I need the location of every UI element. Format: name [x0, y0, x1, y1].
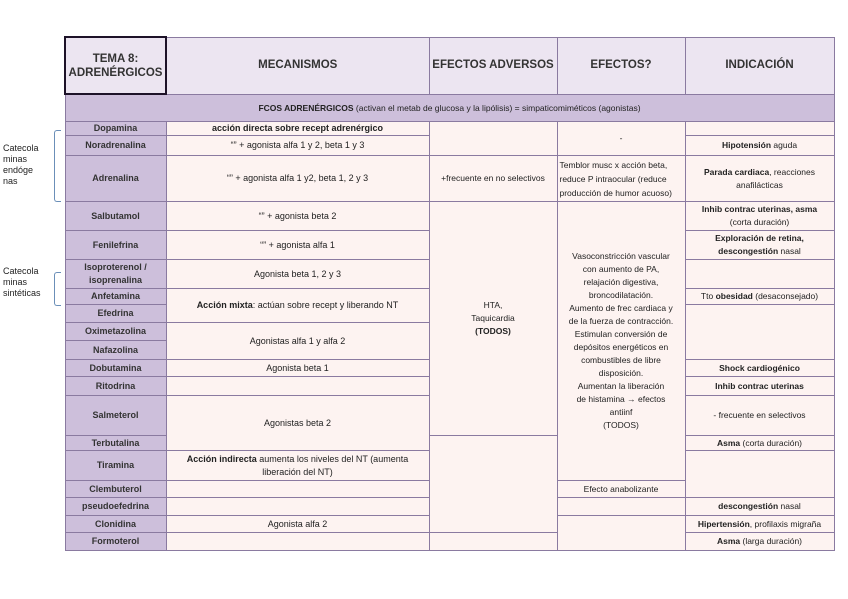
indicacion-rest: , reacciones anafilácticas	[736, 166, 816, 190]
drug-cell: Formoterol	[65, 533, 166, 551]
band-rest: (activan el metab de glucosa y la lipólisis) = simpaticomiméticos (agonistas)	[353, 102, 641, 113]
indicacion-rest: aguda	[771, 140, 798, 150]
indicacion-bold: Parada cardiaca	[703, 166, 770, 177]
efecto-line: Temblor musc x acción beta,	[559, 159, 668, 170]
efecto-line: antiinf	[609, 407, 633, 417]
drug-cell: Clonidina	[65, 516, 166, 533]
indicacion-rest: (larga duración)	[740, 536, 803, 546]
indicacion-bold: Asma	[716, 536, 741, 546]
mechanism-cell	[166, 377, 429, 396]
efecto-line: Estimulan conversión de	[574, 329, 668, 339]
efecto-line: broncodilatación.	[588, 290, 654, 300]
indicacion-rest: Tto	[700, 291, 716, 301]
side-label-line: sintéticas	[3, 288, 41, 298]
tema-line2: ADRENÉRGICOS	[68, 66, 163, 79]
mechanism-cell: Agonistas alfa 1 y alfa 2	[166, 323, 429, 360]
indicacion-cell	[685, 156, 834, 202]
indicacion-bold: Exploración de retina,	[715, 233, 804, 243]
drug-cell: Isoproterenol / isoprenalina	[65, 260, 166, 289]
indicacion-cell	[685, 498, 834, 516]
efecto-line: Vasoconstricción vascular	[572, 251, 670, 261]
mechanism-rest: aumenta los niveles del NT (aumenta liberación del NT)	[256, 453, 409, 477]
efectos-cell	[557, 498, 685, 516]
mechanism-cell	[166, 498, 429, 516]
indicacion-cell: Shock cardiogénico	[685, 360, 834, 377]
drug-cell: Ritodrina	[65, 377, 166, 396]
indicacion-cell	[685, 289, 834, 305]
band-bold: FCOS ADRENÉRGICOS	[258, 102, 354, 113]
adverso-line: (TODOS)	[475, 326, 511, 336]
efecto-line: con aumento de PA,	[582, 264, 660, 274]
indicacion-cell: Inhib contrac uterinas	[685, 377, 834, 396]
mechanism-cell: Agonistas beta 2	[166, 396, 429, 451]
indicacion-header: INDICACIÓN	[685, 37, 834, 94]
drug-cell: Nafazolina	[65, 341, 166, 360]
section-band	[65, 94, 834, 122]
indicacion-bold: descongestión	[718, 246, 779, 256]
mechanism-cell: Agonista beta 1, 2 y 3	[166, 260, 429, 289]
efecto-line: (TODOS)	[603, 420, 639, 430]
indicacion-cell	[685, 533, 834, 551]
table-row	[65, 533, 834, 551]
mecanismos-header: MECANISMOS	[166, 37, 429, 94]
adversos-cell: +frecuente en no selectivos	[429, 156, 557, 202]
efecto-line: disposición.	[598, 368, 644, 378]
drug-cell: Oximetazolina	[65, 323, 166, 341]
indicacion-bold: Asma	[716, 437, 741, 448]
drug-cell: Salbutamol	[65, 202, 166, 231]
side-label-line: Catecola	[3, 143, 39, 153]
indicacion-cell	[685, 516, 834, 533]
indicacion-cell	[685, 202, 834, 231]
mechanism-cell	[166, 481, 429, 498]
mechanism-bold: Acción mixta	[196, 300, 253, 310]
side-label-line: minas	[3, 154, 28, 164]
efectos-cell	[557, 202, 685, 481]
indicacion-rest: nasal	[778, 246, 801, 256]
indicacion-bold: Inhib contrac uterinas	[701, 204, 791, 214]
efecto-line: reduce P intraocular (reduce	[559, 173, 667, 184]
efecto-line: Aumento de frec cardiaca y	[569, 303, 673, 313]
drug-cell: Efedrina	[65, 305, 166, 323]
drug-cell: Noradrenalina	[65, 136, 166, 156]
mechanism-cell: Agonista alfa 2	[166, 516, 429, 533]
efectos-header: EFECTOS?	[557, 37, 685, 94]
side-label-line: nas	[3, 176, 18, 186]
side-label-endogenas	[3, 143, 39, 187]
mechanism-cell: “” + agonista alfa 1	[166, 231, 429, 260]
header-row	[65, 37, 834, 94]
indicacion-cell	[685, 136, 834, 156]
efecto-line: relajación digestiva,	[583, 277, 659, 287]
mechanism-cell	[166, 289, 429, 323]
drug-cell: Dopamina	[65, 122, 166, 136]
adversos-cell	[429, 436, 557, 533]
drug-cell: Adrenalina	[65, 156, 166, 202]
adversos-cell: - frecuente en selectivos	[685, 396, 834, 436]
side-label-line: endóge	[3, 165, 34, 175]
efecto-line: depósitos energéticos en	[573, 342, 669, 352]
efecto-line: de histamina → efectos	[576, 394, 666, 404]
mechanism-cell: acción directa sobre recept adrenérgico	[166, 122, 429, 136]
tema-header	[65, 37, 166, 94]
bracket-endogenas	[54, 130, 61, 202]
adversos-cell	[429, 202, 557, 436]
adversos-cell	[429, 122, 557, 156]
section-band-row	[65, 94, 834, 122]
drug-cell: Clembuterol	[65, 481, 166, 498]
indicacion-bold: , asma	[790, 204, 818, 214]
indicacion-bold: descongestión	[718, 501, 779, 511]
efectos-cell: -	[557, 122, 685, 156]
adversos-cell	[429, 533, 557, 551]
tema-line1: TEMA 8:	[92, 52, 139, 65]
side-label-line: minas	[3, 277, 28, 287]
drug-cell: Tiramina	[65, 451, 166, 481]
drug-cell: Anfetamina	[65, 289, 166, 305]
indicacion-cell	[685, 122, 834, 136]
indicacion-rest: , profilaxis migraña	[749, 518, 822, 529]
indicacion-rest: (corta duración)	[740, 437, 803, 448]
table-row	[65, 202, 834, 231]
indicacion-rest: (desaconsejado)	[752, 291, 819, 301]
efecto-line: combustibles de libre	[581, 355, 661, 365]
table-row	[65, 156, 834, 202]
mechanism-cell: “” + agonista alfa 1 y2, beta 1, 2 y 3	[166, 156, 429, 202]
drug-cell: Dobutamina	[65, 360, 166, 377]
efecto-line: producción de humor acuoso)	[559, 187, 672, 198]
mechanism-cell: “” + agonista beta 2	[166, 202, 429, 231]
adverso-line: Taquicardia	[471, 313, 515, 323]
mechanism-cell: Agonista beta 1	[166, 360, 429, 377]
indicacion-cell	[685, 451, 834, 498]
adverso-line: HTA,	[483, 300, 503, 310]
side-label-sinteticas	[3, 266, 41, 299]
drug-cell: pseudoefedrina	[65, 498, 166, 516]
indicacion-cell	[685, 305, 834, 360]
indicacion-bold: Hipotensión	[721, 140, 772, 150]
efectos-adversos-header: EFECTOS ADVERSOS	[429, 37, 557, 94]
drug-cell: Fenilefrina	[65, 231, 166, 260]
table-row	[65, 122, 834, 136]
mechanism-cell	[166, 451, 429, 481]
efectos-cell: Efecto anabolizante	[557, 481, 685, 498]
side-label-line: Catecola	[3, 266, 39, 276]
mechanism-cell	[166, 533, 429, 551]
drug-cell: Terbutalina	[65, 436, 166, 451]
indicacion-bold: obesidad	[715, 291, 753, 301]
indicacion-rest: (corta duración)	[729, 217, 790, 227]
mechanism-rest: : actúan sobre recept y liberando NT	[252, 300, 399, 310]
drug-cell: Salmeterol	[65, 396, 166, 436]
bracket-sinteticas	[54, 272, 61, 306]
adrenergicos-table	[64, 36, 835, 551]
mechanism-cell: “” + agonista alfa 1 y 2, beta 1 y 3	[166, 136, 429, 156]
indicacion-cell	[685, 436, 834, 451]
indicacion-cell	[685, 260, 834, 289]
efectos-cell	[557, 156, 685, 202]
efecto-line: de la fuerza de contracción.	[568, 316, 674, 326]
indicacion-bold: Hipertensión	[697, 518, 750, 529]
mechanism-bold: Acción indirecta	[186, 453, 257, 464]
efectos-cell	[557, 516, 685, 551]
indicacion-cell	[685, 231, 834, 260]
indicacion-rest: nasal	[778, 501, 801, 511]
efecto-line: Aumentan la liberación	[577, 381, 665, 391]
